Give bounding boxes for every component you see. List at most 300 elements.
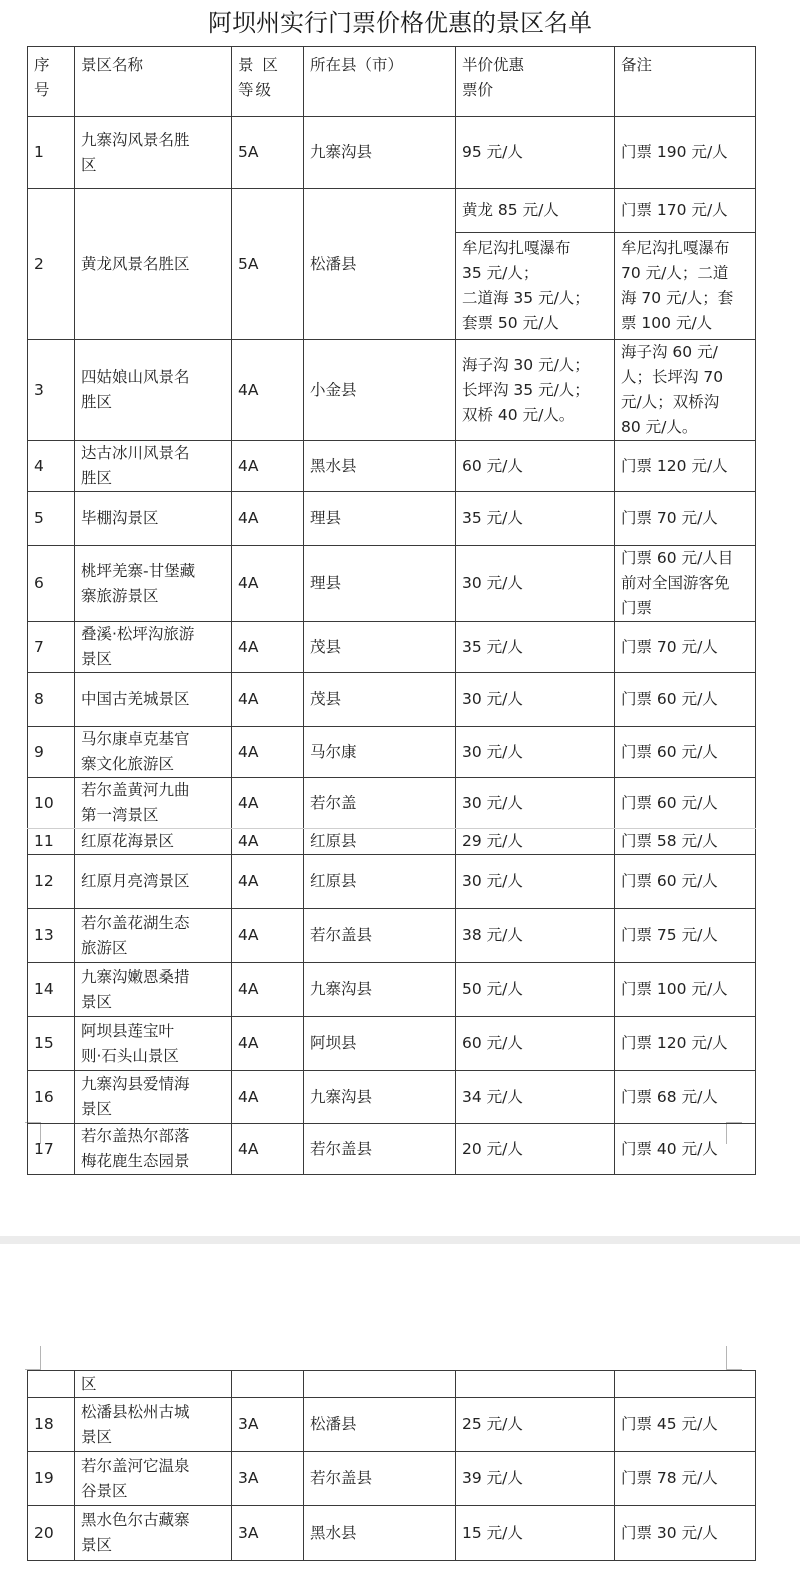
spot-name-line: 旅游区	[81, 938, 128, 957]
row-number	[28, 492, 75, 546]
spot-county-line: 红原县	[310, 872, 357, 890]
spot-county	[304, 829, 456, 855]
regular-ticket-line: 70 元/人；二道	[621, 264, 729, 282]
regular-ticket	[615, 1506, 756, 1561]
scenic-spot-table	[27, 46, 756, 1175]
row-number-line: 5	[34, 509, 44, 527]
spot-name	[75, 778, 232, 829]
discount-price	[456, 1452, 615, 1506]
spot-county-line: 松潘县	[310, 254, 357, 273]
spot-level	[232, 829, 304, 855]
spot-level	[232, 909, 304, 963]
regular-ticket-line: 门票 45 元/人	[621, 1415, 718, 1433]
spot-county-line: 茂县	[310, 690, 342, 708]
regular-ticket-line: 门票 78 元/人	[621, 1469, 718, 1487]
row-number-line: 18	[34, 1415, 54, 1433]
regular-ticket-line: 前对全国游客免	[621, 574, 730, 592]
regular-ticket	[615, 727, 756, 778]
header-price	[456, 47, 615, 117]
spot-level-line: 4A	[238, 690, 259, 708]
regular-ticket	[615, 492, 756, 546]
spot-level-line: 4A	[238, 793, 259, 812]
spot-name	[75, 189, 232, 340]
discount-price-line: 35 元/人	[462, 509, 523, 527]
discount-price-line: 双桥 40 元/人。	[462, 405, 575, 424]
row-number-line: 8	[34, 690, 44, 708]
spot-name	[75, 546, 232, 622]
empty-cell	[615, 1371, 756, 1398]
regular-ticket	[615, 1124, 756, 1175]
discount-price-line: 30 元/人	[462, 793, 523, 812]
spot-name-line: 阿坝县莲宝叶	[81, 1021, 175, 1040]
table-row	[28, 727, 756, 778]
row-number-line: 2	[34, 254, 44, 273]
spot-name-line: 景区	[81, 650, 113, 668]
regular-ticket	[615, 1398, 756, 1452]
header-no	[28, 47, 75, 117]
spot-county	[304, 727, 456, 778]
empty-cell	[232, 1371, 304, 1398]
spot-county-line: 红原县	[310, 832, 357, 850]
row-number-line: 6	[34, 574, 44, 592]
row-number-line: 10	[34, 793, 54, 812]
spot-level	[232, 963, 304, 1017]
spot-name-line: 胜区	[81, 469, 113, 487]
discount-price-line: 20 元/人	[462, 1139, 523, 1158]
regular-ticket-line: 门票	[621, 599, 653, 617]
row-number-line: 19	[34, 1469, 54, 1487]
spot-level	[232, 778, 304, 829]
spot-name-line: 黄龙风景名胜区	[81, 254, 190, 273]
row-number	[28, 727, 75, 778]
discount-price-line: 39 元/人	[462, 1469, 523, 1487]
spot-name-line: 若尔盖花湖生态	[81, 913, 190, 932]
spot-name	[75, 1506, 232, 1561]
spot-level	[232, 1506, 304, 1561]
spot-name-line: 九寨沟嫩恩桑措	[81, 967, 190, 986]
spot-level	[232, 1124, 304, 1175]
header-no-line: 号	[34, 81, 50, 99]
discount-price	[456, 233, 615, 340]
spot-name-line: 区	[81, 155, 97, 174]
discount-price-line: 海子沟 30 元/人；	[462, 355, 590, 374]
spot-name-line: 景区	[81, 992, 113, 1011]
regular-ticket	[615, 1071, 756, 1124]
table-row	[28, 189, 756, 233]
spot-level	[232, 441, 304, 492]
discount-price	[456, 1506, 615, 1561]
document-title: 阿坝州实行门票价格优惠的景区名单	[208, 9, 592, 37]
regular-ticket-line: 门票 120 元/人	[621, 1034, 728, 1052]
spot-county-line: 黑水县	[310, 1523, 357, 1542]
spot-county	[304, 1452, 456, 1506]
empty-cell	[304, 1371, 456, 1398]
regular-ticket-line: 牟尼沟扎嘎瀑布	[621, 239, 730, 257]
spot-name	[75, 1398, 232, 1452]
spot-name-line: 马尔康卓克基官	[81, 730, 190, 748]
spot-name	[75, 855, 232, 909]
row-number	[28, 117, 75, 189]
header-no-line: 序	[34, 56, 50, 74]
regular-ticket-line: 海子沟 60 元/	[621, 343, 718, 361]
table-row	[28, 855, 756, 909]
row-number	[28, 778, 75, 829]
discount-price	[456, 1017, 615, 1071]
spot-name	[75, 727, 232, 778]
spot-name-line: 区	[81, 1374, 97, 1393]
row-number	[28, 673, 75, 727]
table-row	[28, 1398, 756, 1452]
spot-level	[232, 727, 304, 778]
spot-level-line: 4A	[238, 1087, 259, 1106]
spot-name	[75, 673, 232, 727]
regular-ticket-line: 门票 60 元/人	[621, 872, 718, 890]
row-number	[28, 1452, 75, 1506]
regular-ticket-line: 门票 120 元/人	[621, 456, 728, 475]
header-remark	[615, 47, 756, 117]
table-row	[28, 963, 756, 1017]
spot-level-line: 3A	[238, 1415, 259, 1433]
spot-level	[232, 546, 304, 622]
discount-price	[456, 441, 615, 492]
spot-name-line: 毕棚沟景区	[81, 509, 159, 527]
regular-ticket-line: 门票 70 元/人	[621, 509, 718, 527]
regular-ticket	[615, 1452, 756, 1506]
spot-level-line: 4A	[238, 926, 259, 944]
table-row	[28, 1506, 756, 1561]
row-number-line: 17	[34, 1139, 54, 1158]
table-row	[28, 778, 756, 829]
header-name	[75, 47, 232, 117]
table-row	[28, 1124, 756, 1175]
discount-price	[456, 1124, 615, 1175]
spot-level-line: 4A	[238, 1034, 259, 1052]
row-number	[28, 1124, 75, 1175]
discount-price-line: 35 元/人	[462, 637, 523, 656]
discount-price-line: 二道海 35 元/人；	[462, 289, 590, 307]
discount-price-line: 套票 50 元/人	[462, 314, 559, 332]
spot-name-line: 则·石头山景区	[81, 1046, 179, 1065]
discount-price	[456, 829, 615, 855]
spot-name-line: 景区	[81, 1100, 113, 1118]
spot-county-line: 若尔盖县	[310, 926, 373, 944]
discount-price-line: 牟尼沟扎嘎瀑布	[462, 239, 571, 257]
spot-county	[304, 441, 456, 492]
spot-name-line: 中国古羌城景区	[81, 690, 190, 708]
empty-cell	[28, 1371, 75, 1398]
spot-name-line: 九寨沟风景名胜	[81, 130, 190, 149]
spot-level-line: 4A	[238, 380, 259, 399]
header-level-line: 景 区	[238, 56, 280, 74]
spot-county	[304, 340, 456, 441]
table-row	[28, 1452, 756, 1506]
table-row	[28, 441, 756, 492]
discount-price	[456, 117, 615, 189]
regular-ticket	[615, 340, 756, 441]
spot-name	[75, 909, 232, 963]
spot-county	[304, 909, 456, 963]
spot-county-line: 九寨沟县	[310, 1087, 373, 1106]
discount-price	[456, 492, 615, 546]
discount-price-line: 95 元/人	[462, 143, 523, 161]
header-county	[304, 47, 456, 117]
regular-ticket-line: 门票 60 元/人	[621, 742, 718, 761]
regular-ticket	[615, 673, 756, 727]
discount-price	[456, 1071, 615, 1124]
row-number	[28, 909, 75, 963]
spot-name-line: 梅花鹿生态园景	[81, 1152, 190, 1170]
regular-ticket-line: 海 70 元/人；套	[621, 289, 734, 307]
spot-county-line: 茂县	[310, 637, 342, 656]
discount-price-line: 35 元/人；	[462, 264, 539, 282]
row-number-line: 11	[34, 832, 54, 850]
row-number-line: 1	[34, 143, 44, 161]
spot-county-line: 松潘县	[310, 1415, 357, 1433]
discount-price-line: 50 元/人	[462, 980, 523, 998]
regular-ticket-line: 门票 68 元/人	[621, 1087, 718, 1106]
discount-price	[456, 855, 615, 909]
spot-level	[232, 1017, 304, 1071]
spot-county-line: 若尔盖县	[310, 1469, 373, 1487]
regular-ticket-line: 票 100 元/人	[621, 314, 713, 332]
page-break	[0, 1195, 800, 1244]
discount-price-line: 25 元/人	[462, 1415, 523, 1433]
spot-name-line: 叠溪·松坪沟旅游	[81, 625, 195, 643]
discount-price-line: 长坪沟 35 元/人；	[462, 380, 590, 399]
row-number-line: 14	[34, 980, 54, 998]
table-row	[28, 117, 756, 189]
table-row	[28, 673, 756, 727]
spot-county	[304, 673, 456, 727]
discount-price	[456, 778, 615, 829]
discount-price	[456, 963, 615, 1017]
spot-level-line: 3A	[238, 1469, 259, 1487]
spot-level-line: 4A	[238, 980, 259, 998]
row-number	[28, 963, 75, 1017]
regular-ticket-line: 门票 60 元/人	[621, 793, 718, 812]
spot-name	[75, 441, 232, 492]
spot-level	[232, 673, 304, 727]
row-number	[28, 1071, 75, 1124]
table-row	[28, 909, 756, 963]
table-row	[28, 546, 756, 622]
row-number	[28, 340, 75, 441]
row-number	[28, 1506, 75, 1561]
spot-name	[75, 622, 232, 673]
spot-level	[232, 117, 304, 189]
spot-county	[304, 1017, 456, 1071]
table-row	[28, 829, 756, 855]
spot-name-line: 若尔盖河它温泉	[81, 1456, 190, 1475]
spot-name-line: 松潘县松州古城	[81, 1402, 190, 1421]
table-row	[28, 340, 756, 441]
spot-level	[232, 492, 304, 546]
spot-level	[232, 855, 304, 909]
spot-county-line: 理县	[310, 509, 342, 527]
spot-county	[304, 855, 456, 909]
spot-level	[232, 340, 304, 441]
discount-price-line: 29 元/人	[462, 832, 523, 850]
spot-county	[304, 622, 456, 673]
regular-ticket	[615, 778, 756, 829]
spot-name	[75, 963, 232, 1017]
spot-county-line: 若尔盖	[310, 793, 357, 812]
row-number	[28, 829, 75, 855]
regular-ticket	[615, 829, 756, 855]
row-number	[28, 189, 75, 340]
spot-name	[75, 1017, 232, 1071]
spot-county	[304, 189, 456, 340]
spot-level	[232, 622, 304, 673]
spot-name-line: 九寨沟县爱情海	[81, 1075, 190, 1093]
spot-name-line: 景区	[81, 1536, 113, 1554]
spot-county-line: 阿坝县	[310, 1034, 357, 1052]
discount-price-line: 30 元/人	[462, 574, 523, 592]
spot-county-line: 九寨沟县	[310, 143, 373, 161]
spot-name-line: 第一湾景区	[81, 806, 159, 824]
regular-ticket	[615, 546, 756, 622]
regular-ticket-line: 门票 100 元/人	[621, 980, 728, 998]
spot-level-line: 3A	[238, 1523, 259, 1542]
spot-county-line: 小金县	[310, 380, 357, 399]
regular-ticket-line: 人；长坪沟 70	[621, 368, 724, 386]
discount-price-line: 34 元/人	[462, 1087, 523, 1106]
row-number-line: 4	[34, 456, 44, 475]
discount-price-line: 60 元/人	[462, 1034, 523, 1052]
spot-name-line: 四姑娘山风景名	[81, 368, 190, 386]
spot-name-line: 黑水色尔古藏寨	[81, 1511, 190, 1529]
regular-ticket	[615, 189, 756, 233]
row-number	[28, 622, 75, 673]
spot-county	[304, 1398, 456, 1452]
regular-ticket-line: 元/人；双桥沟	[621, 393, 720, 411]
spot-county-line: 黑水县	[310, 456, 357, 475]
regular-ticket-line: 80 元/人。	[621, 418, 698, 436]
row-number-line: 20	[34, 1523, 54, 1542]
spot-name-line: 红原月亮湾景区	[81, 872, 190, 890]
spot-level-line: 4A	[238, 637, 259, 656]
row-number-line: 15	[34, 1034, 54, 1052]
row-number	[28, 441, 75, 492]
discount-price-line: 38 元/人	[462, 926, 523, 944]
spot-county	[304, 492, 456, 546]
spot-name	[75, 117, 232, 189]
discount-price-line: 15 元/人	[462, 1523, 523, 1542]
scenic-spot-table-continued	[27, 1370, 756, 1561]
regular-ticket-line: 门票 30 元/人	[621, 1523, 718, 1542]
header-level	[232, 47, 304, 117]
row-number-line: 16	[34, 1087, 54, 1106]
row-number	[28, 1398, 75, 1452]
spot-name-line: 景区	[81, 1427, 113, 1446]
header-remark-line: 备注	[621, 56, 653, 74]
discount-price	[456, 1398, 615, 1452]
page-separator	[0, 1236, 800, 1244]
spot-level	[232, 1071, 304, 1124]
table-row	[28, 622, 756, 673]
regular-ticket-line: 门票 70 元/人	[621, 637, 718, 656]
header-price-line: 票价	[462, 81, 494, 99]
spot-level	[232, 189, 304, 340]
row-number	[28, 1017, 75, 1071]
margin-corner-mark	[25, 1346, 41, 1370]
spot-name	[75, 1124, 232, 1175]
spot-name	[75, 340, 232, 441]
spot-name-line: 寨文化旅游区	[81, 755, 175, 773]
table-header-row	[28, 47, 756, 117]
regular-ticket-line: 门票 60 元/人目	[621, 549, 734, 567]
spot-name-line: 若尔盖黄河九曲	[81, 781, 190, 799]
spot-name-line: 谷景区	[81, 1481, 128, 1500]
table-continuation-row	[28, 1371, 756, 1398]
regular-ticket	[615, 963, 756, 1017]
empty-cell	[456, 1371, 615, 1398]
regular-ticket-line: 门票 40 元/人	[621, 1139, 718, 1158]
spot-name-line: 达古冰川风景名	[81, 444, 190, 462]
spot-level-line: 4A	[238, 509, 259, 527]
spot-name-line: 胜区	[81, 393, 113, 411]
spot-name	[75, 1071, 232, 1124]
spot-level-line: 4A	[238, 742, 259, 761]
spot-county-line: 理县	[310, 574, 342, 592]
regular-ticket	[615, 622, 756, 673]
discount-price-line: 30 元/人	[462, 690, 523, 708]
spot-name	[75, 492, 232, 546]
spot-level-line: 4A	[238, 574, 259, 592]
header-level-line: 等级	[238, 81, 274, 99]
discount-price	[456, 673, 615, 727]
regular-ticket-line: 门票 60 元/人	[621, 690, 718, 708]
table-row	[28, 1071, 756, 1124]
spot-county-line: 若尔盖县	[310, 1139, 373, 1158]
regular-ticket	[615, 1017, 756, 1071]
discount-price-line: 30 元/人	[462, 742, 523, 761]
row-number	[28, 546, 75, 622]
spot-county	[304, 1506, 456, 1561]
spot-name-line: 红原花海景区	[81, 832, 175, 850]
row-number	[28, 855, 75, 909]
discount-price	[456, 727, 615, 778]
discount-price	[456, 340, 615, 441]
regular-ticket	[615, 233, 756, 340]
margin-corner-mark	[726, 1346, 742, 1370]
discount-price	[456, 189, 615, 233]
regular-ticket	[615, 117, 756, 189]
spot-county	[304, 1071, 456, 1124]
spot-county-line: 九寨沟县	[310, 980, 373, 998]
spot-county	[304, 546, 456, 622]
header-name-line: 景区名称	[81, 56, 144, 74]
spot-level-line: 4A	[238, 872, 259, 890]
table-row	[28, 492, 756, 546]
spot-level-line: 5A	[238, 143, 259, 161]
discount-price-line: 黄龙 85 元/人	[462, 201, 559, 219]
discount-price	[456, 909, 615, 963]
spot-name	[75, 1452, 232, 1506]
spot-level-line: 5A	[238, 254, 259, 273]
discount-price	[456, 546, 615, 622]
row-number-line: 12	[34, 872, 54, 890]
regular-ticket-line: 门票 75 元/人	[621, 926, 718, 944]
spot-county	[304, 778, 456, 829]
row-number-line: 3	[34, 380, 44, 399]
row-number-line: 9	[34, 742, 44, 761]
header-price-line: 半价优惠	[462, 56, 525, 74]
discount-price-line: 60 元/人	[462, 456, 523, 475]
regular-ticket	[615, 909, 756, 963]
regular-ticket	[615, 855, 756, 909]
spot-name-line: 桃坪羌寨-甘堡藏	[81, 561, 196, 580]
